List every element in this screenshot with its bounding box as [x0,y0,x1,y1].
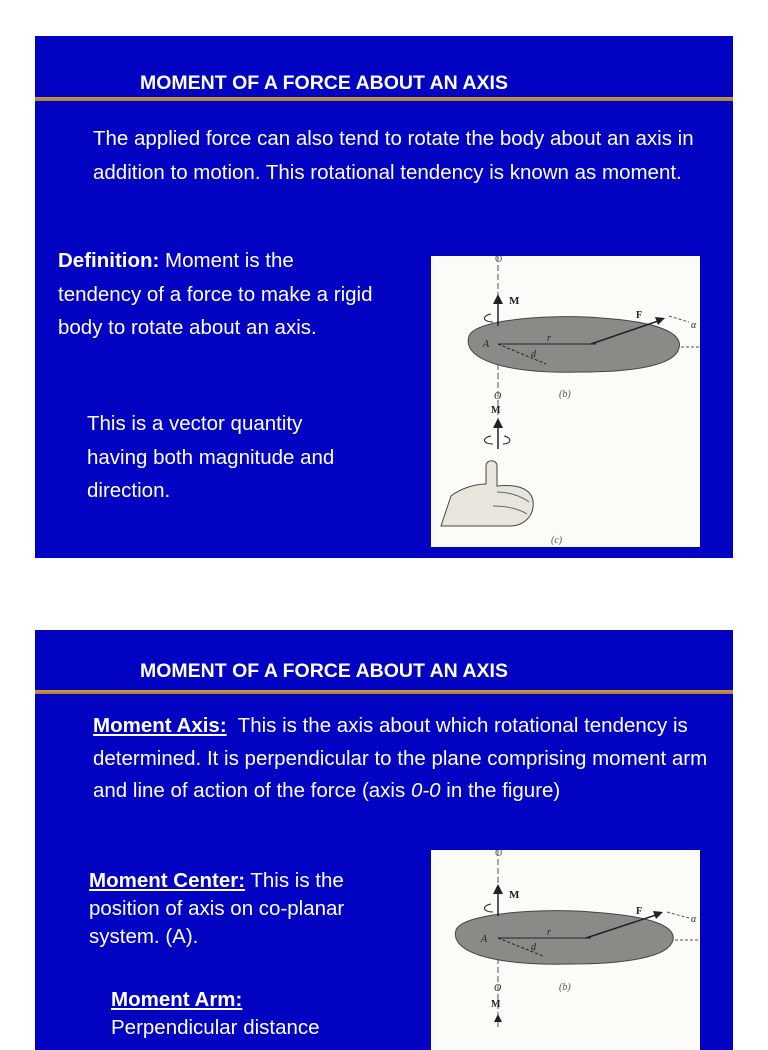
point-a-label-2: A [481,934,488,945]
moment-diagram-2 [431,850,700,1050]
moment-diagram [431,256,700,547]
moment-center-text: This is the position of axis on co-planar system. (A). [89,869,345,948]
moment-axis-tail: in the figure) [446,779,561,802]
axis-o-label: O [494,391,502,402]
slide-1: MOMENT OF A FORCE ABOUT AN AXIS The applied force can also tend to rotate the body about an axis in addition to motion. This rotational tendency is known as moment. Definition: Moment is the tendency of a force to make a rigid body to rotate about an axis. This is a vector quantity having both magnitude and direction. O M A r d F α (b) O M (c) [35,36,733,558]
moment-center-label: Moment Center: [89,869,246,892]
axis-name: 0-0 [410,779,441,802]
moment-label-3: M [509,889,520,901]
moment-figure-2 [431,850,700,1050]
moment-axis-text: This is the axis about which rotational tendency is determined. It is perpendicular to the plane comprising moment arm and line of action of the force (axis [93,714,708,802]
moment-arm-label: Moment Arm: [111,988,243,1011]
caption-c: (c) [551,535,563,546]
vector-paragraph: This is a vector quantity having both magnitude and direction. [87,412,335,502]
axis-top-label: O [495,256,503,265]
definition-paragraph [58,244,378,345]
axis-top-label-2: O [495,850,503,859]
d-label-2: d [531,942,536,953]
alpha-label: α [691,320,697,331]
moment-arm-paragraph [111,986,371,1042]
moment-axis-label: Moment Axis: [93,714,227,737]
slide-2: MOMENT OF A FORCE ABOUT AN AXIS Moment Axis: This is the axis about which rotational tendency is determined. It is perpendicular to the plane comprising moment arm and line of action of the force (axis 0-0 in the figure) Moment Center: This is the position of axis on co-planar system. (A). Moment Arm: Perpendicular distance O M A r d F α (b) O M [35,630,733,1050]
moment-center-paragraph [89,867,374,951]
moment-label: M [509,295,520,307]
moment-arm-text: Perpendicular distance [111,1016,320,1039]
caption-b-2: (b) [559,982,571,993]
intro-paragraph: The applied force can also tend to rotate the body about an axis in addition to motion. This rotational tendency is known as moment. [93,127,694,184]
moment-label-2: M [491,405,501,416]
point-a-label: A [483,339,490,350]
force-label: F [636,310,643,321]
definition-text: Moment is the tendency of a force to make a rigid body to rotate about an axis. [58,249,373,339]
axis-o-label-2: O [494,983,502,994]
caption-b: (b) [559,389,571,400]
title-divider-2 [35,690,733,694]
definition-label: Definition: [58,249,160,272]
moment-axis-paragraph [93,710,718,808]
force-label-2: F [636,906,643,917]
r-label-2: r [547,927,551,938]
r-label: r [547,333,551,344]
moment-figure [431,256,700,547]
title-divider [35,97,733,101]
alpha-label-2: α [691,914,697,925]
moment-label-4: M [491,999,501,1010]
d-label: d [531,349,536,360]
